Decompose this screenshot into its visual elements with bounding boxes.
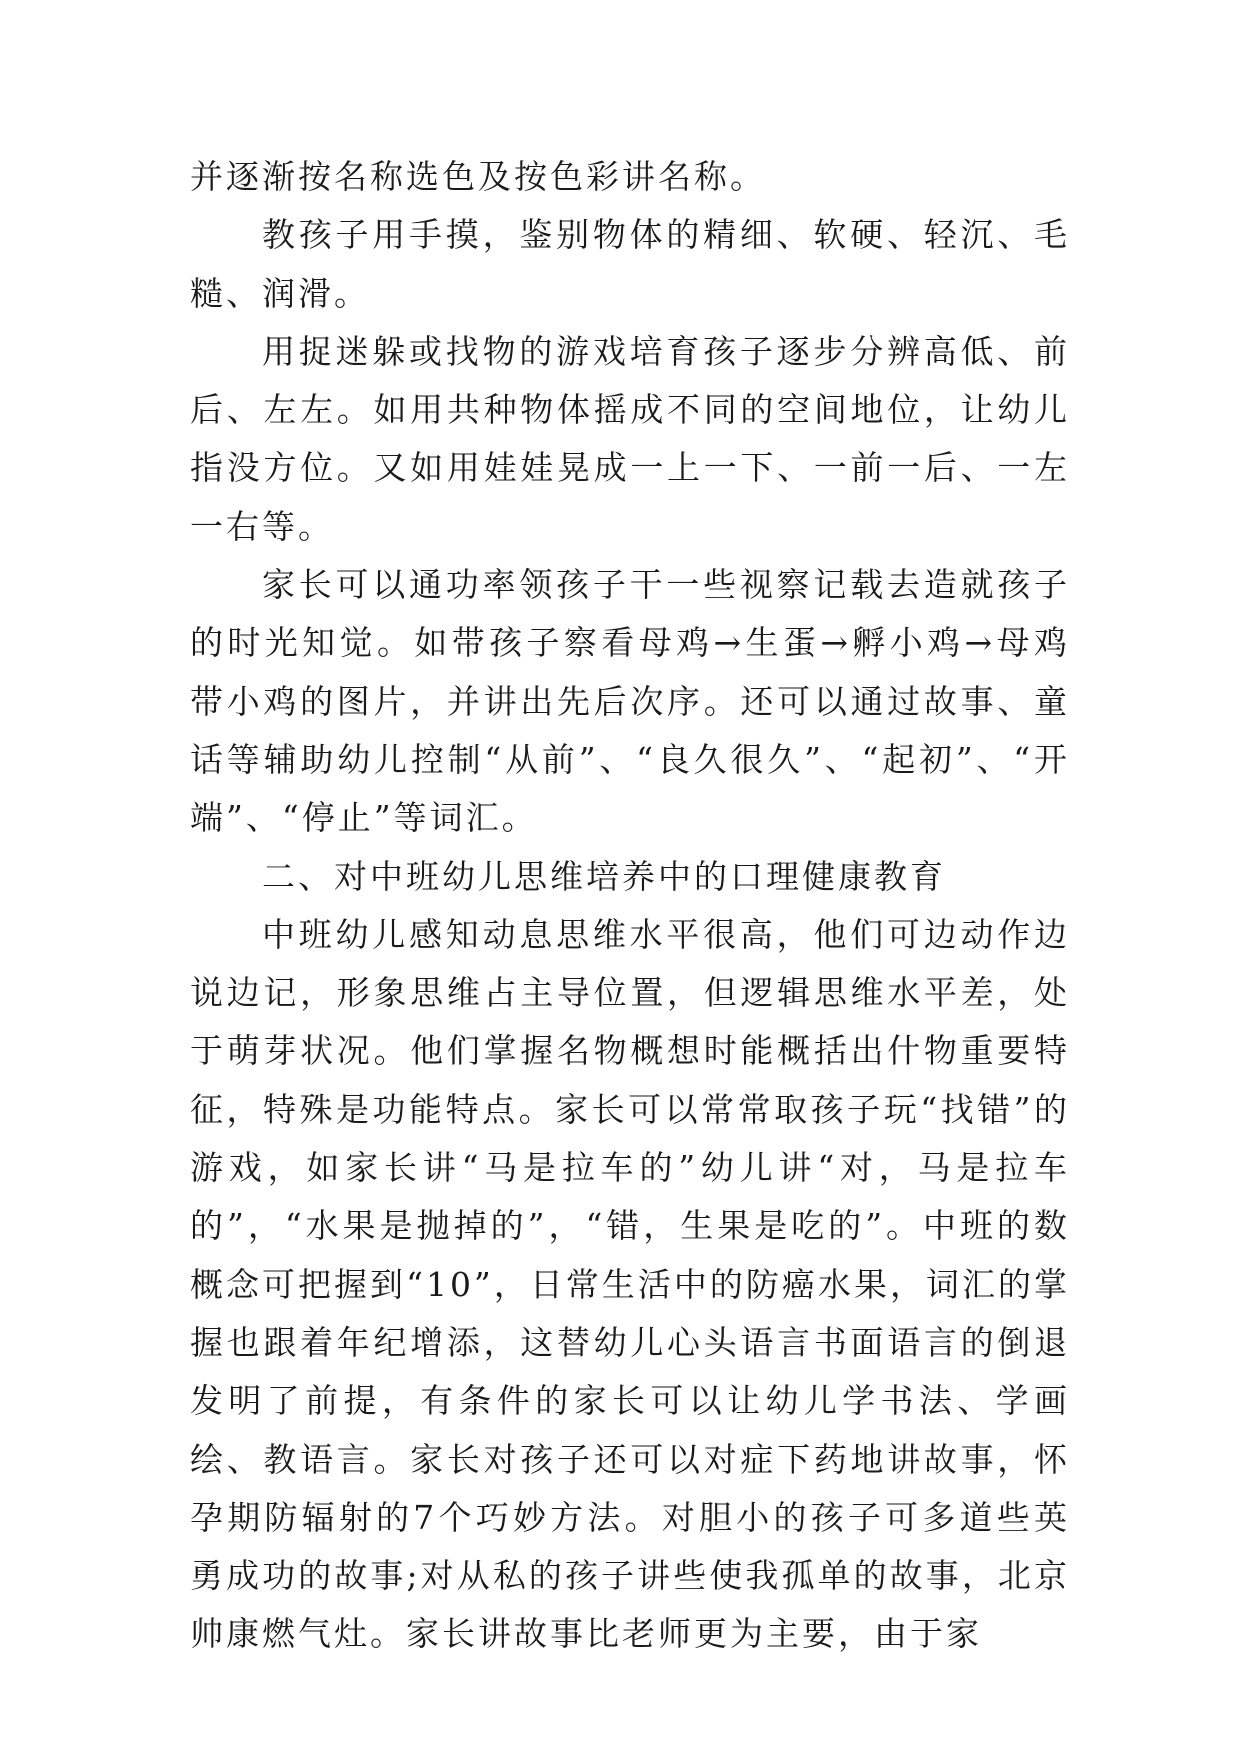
- paragraph-6: 中班幼儿感知动息思维水平很高，他们可边动作边说边记，形象思维占主导位置，但逻辑思维水平差，处于萌芽状况。他们掌握名物概想时能概括出什物重要特征，特殊是功能特点。家长可以常常取孩子玩“找错”的游戏，如家长讲“马是拉车的”幼儿讲“对，马是拉车的”，“水果是抛掉的”，“错，生果是吃的”。中班的数概念可把握到“10”，日常生活中的防癌水果，词汇的掌握也跟着年纪增添，这替幼儿心头语言书面语言的倒退发明了前提，有条件的家长可以让幼儿学书法、学画绘、教语言。家长对孩子还可以对症下药地讲故事，怀孕期防辐射的7个巧妙方法。对胆小的孩子可多道些英勇成功的故事;对从私的孩子讲些使我孤单的故事，北京帅康燃气灶。家长讲故事比老师更为主要，由于家: [190, 914, 1070, 1654]
- paragraph-1: 并逐渐按名称选色及按色彩讲名称。: [190, 157, 766, 196]
- paragraph-3: 用捉迷躲或找物的游戏培育孩子逐步分辨高低、前后、左左。如用共种物体摇成不同的空间地位，让幼儿指没方位。又如用娃娃晃成一上一下、一前一后、一左一右等。: [190, 331, 1070, 546]
- section-heading: 二、对中班幼儿思维培养中的口理健康教育: [262, 856, 946, 896]
- paragraph-2: 教孩子用手摸，鉴别物体的精细、软硬、轻沉、毛糙、润滑。: [190, 215, 1070, 313]
- paragraph-4: 家长可以通功率领孩子干一些视察记载去造就孩子的时光知觉。如带孩子察看母鸡→生蛋→孵小鸡→母鸡带小鸡的图片，并讲出先后次序。还可以通过故事、童话等辅助幼儿控制“从前”、“良久很久”、“起初”、“开端”、“停止”等词汇。: [190, 565, 1070, 838]
- document-body: [190, 148, 1070, 1664]
